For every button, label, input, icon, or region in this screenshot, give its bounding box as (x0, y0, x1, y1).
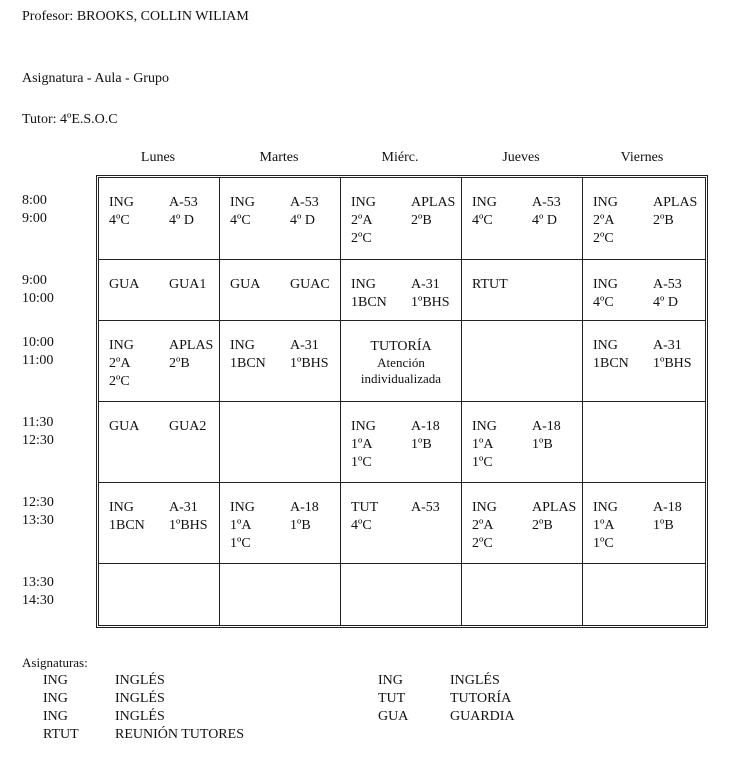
schedule-cell-martes-1 (220, 178, 341, 260)
cell-subject-group: ING 1BCN (351, 277, 387, 310)
schedule-cell-miercoles-1 (341, 178, 462, 260)
day-header-miercoles: Miérc. (381, 150, 419, 165)
day-header-jueves: Jueves (502, 150, 540, 165)
tutoria-title: TUTORÍA (370, 339, 432, 354)
cell-subject-group: ING 4ºC (593, 277, 618, 310)
schedule-cell-miercoles-3 (341, 321, 462, 402)
cell-room-group: A-53 4º D (290, 195, 319, 228)
cell-subject-group: ING 1BCN (230, 338, 266, 371)
time-end: 13:30 (22, 513, 54, 528)
subject-room-group-label: Asignatura - Aula - Grupo (22, 71, 169, 86)
day-header-martes: Martes (259, 150, 299, 165)
time-end: 14:30 (22, 593, 54, 608)
time-slot-6 (22, 574, 54, 610)
legend-subject-name: INGLÉS (115, 673, 165, 688)
cell-room-group: GUAC (290, 277, 330, 292)
cell-subject-group: ING 1ºA 1ºC (472, 419, 497, 470)
schedule-cell-miercoles-5 (341, 483, 462, 564)
schedule-cell-jueves-3 (462, 321, 583, 402)
cell-subject-group: TUT 4ºC (351, 500, 379, 533)
cell-subject-group: GUA (109, 419, 140, 434)
tutor-group: Tutor: 4ºE.S.O.C (22, 112, 118, 127)
schedule-cell-lunes-1 (99, 178, 220, 260)
time-slot-4 (22, 414, 54, 450)
cell-subject-group: ING 2ºA 2ºC (472, 500, 497, 551)
legend-subject-name: INGLÉS (115, 709, 165, 724)
schedule-cell-viernes-5 (583, 483, 705, 564)
day-header-viernes: Viernes (620, 150, 664, 165)
time-start: 10:00 (22, 335, 54, 350)
schedule-cell-lunes-6 (99, 564, 220, 625)
cell-room-group: A-53 4º D (532, 195, 561, 228)
time-start: 8:00 (22, 193, 47, 208)
cell-subject-group: ING 1ºA 1ºC (593, 500, 618, 551)
schedule-cell-martes-2 (220, 260, 341, 321)
schedule-cell-lunes-2 (99, 260, 220, 321)
cell-room-group: GUA2 (169, 419, 207, 434)
schedule-cell-viernes-4 (583, 402, 705, 483)
cell-subject-group: ING 1BCN (109, 500, 145, 533)
schedule-cell-miercoles-2 (341, 260, 462, 321)
time-start: 9:00 (22, 273, 47, 288)
legend-code: ING (378, 673, 403, 688)
schedule-cell-viernes-1 (583, 178, 705, 260)
schedule-cell-jueves-6 (462, 564, 583, 625)
teacher-name: Profesor: BROOKS, COLLIN WILIAM (22, 9, 249, 24)
cell-room-group: APLAS 2ºB (653, 195, 698, 228)
legend-code: RTUT (43, 727, 79, 742)
time-start: 11:30 (22, 415, 54, 430)
cell-room-group: A-31 1ºBHS (411, 277, 450, 310)
legend-subject-name: INGLÉS (115, 691, 165, 706)
schedule-cell-jueves-2 (462, 260, 583, 321)
legend-code: ING (43, 709, 68, 724)
cell-room-group: APLAS 2ºB (411, 195, 456, 228)
cell-room-group: A-18 1ºB (290, 500, 319, 533)
tutoria-line2: individualizada (360, 371, 442, 386)
cell-subject-group: GUA (109, 277, 140, 292)
legend-code: TUT (378, 691, 406, 706)
cell-room-group: A-31 1ºBHS (653, 338, 692, 371)
cell-room-group: A-53 4º D (653, 277, 682, 310)
time-end: 11:00 (22, 353, 54, 368)
legend-item (43, 708, 165, 726)
schedule-cell-viernes-3 (583, 321, 705, 402)
legend-subject-name: INGLÉS (450, 673, 500, 688)
cell-subject-group: ING 4ºC (472, 195, 497, 228)
schedule-cell-miercoles-6 (341, 564, 462, 625)
schedule-cell-jueves-4 (462, 402, 583, 483)
cell-subject-group: ING 1ºA 1ºC (230, 500, 255, 551)
time-end: 10:00 (22, 291, 54, 306)
schedule-cell-viernes-2 (583, 260, 705, 321)
cell-room-group: A-18 1ºB (653, 500, 682, 533)
schedule-cell-martes-4 (220, 402, 341, 483)
cell-subject-group: ING 1ºA 1ºC (351, 419, 376, 470)
legend-subject-name: REUNIÓN TUTORES (115, 727, 244, 742)
tutoria-block (341, 339, 461, 387)
day-header-row (98, 150, 704, 168)
schedule-cell-viernes-6 (583, 564, 705, 625)
time-end: 9:00 (22, 211, 47, 226)
schedule-cell-martes-5 (220, 483, 341, 564)
cell-subject-group: ING 1BCN (593, 338, 629, 371)
cell-subject-group: ING 2ºA 2ºC (351, 195, 376, 246)
schedule-cell-jueves-1 (462, 178, 583, 260)
cell-room-group: A-18 1ºB (411, 419, 440, 452)
cell-room-group: A-31 1ºBHS (290, 338, 329, 371)
time-start: 13:30 (22, 575, 54, 590)
time-slot-1 (22, 192, 47, 228)
legend-item (43, 690, 165, 708)
legend-title: Asignaturas: (22, 655, 88, 670)
cell-room-group: APLAS 2ºB (532, 500, 577, 533)
cell-room-group: GUA1 (169, 277, 207, 292)
schedule-cell-lunes-3 (99, 321, 220, 402)
legend-code: ING (43, 673, 68, 688)
legend-subject-name: TUTORÍA (450, 691, 512, 706)
tutoria-line1: Atención (377, 355, 425, 370)
legend-item (43, 672, 165, 690)
legend-item (378, 690, 511, 708)
schedule-cell-lunes-5 (99, 483, 220, 564)
legend-item (378, 672, 500, 690)
cell-subject-group: ING 4ºC (109, 195, 134, 228)
timetable-grid (96, 175, 708, 628)
time-slot-3 (22, 334, 54, 370)
time-slot-5 (22, 494, 54, 530)
schedule-cell-martes-3 (220, 321, 341, 402)
cell-subject-group: ING 2ºA 2ºC (109, 338, 134, 389)
schedule-cell-lunes-4 (99, 402, 220, 483)
time-start: 12:30 (22, 495, 54, 510)
cell-subject-group: ING 2ºA 2ºC (593, 195, 618, 246)
cell-subject-group: RTUT (472, 277, 508, 292)
legend-item (378, 708, 515, 726)
cell-room-group: A-18 1ºB (532, 419, 561, 452)
cell-subject-group: ING 4ºC (230, 195, 255, 228)
legend-code: GUA (378, 709, 409, 724)
legend-item (43, 726, 244, 744)
cell-room-group: APLAS 2ºB (169, 338, 214, 371)
cell-room-group: A-53 4º D (169, 195, 198, 228)
time-slot-2 (22, 272, 54, 308)
day-header-lunes: Lunes (140, 150, 176, 165)
cell-subject-group: GUA (230, 277, 261, 292)
schedule-cell-jueves-5 (462, 483, 583, 564)
cell-room-group: A-53 (411, 500, 440, 515)
schedule-cell-miercoles-4 (341, 402, 462, 483)
cell-room-group: A-31 1ºBHS (169, 500, 208, 533)
legend-subject-name: GUARDIA (450, 709, 515, 724)
time-end: 12:30 (22, 433, 54, 448)
legend-code: ING (43, 691, 68, 706)
schedule-cell-martes-6 (220, 564, 341, 625)
